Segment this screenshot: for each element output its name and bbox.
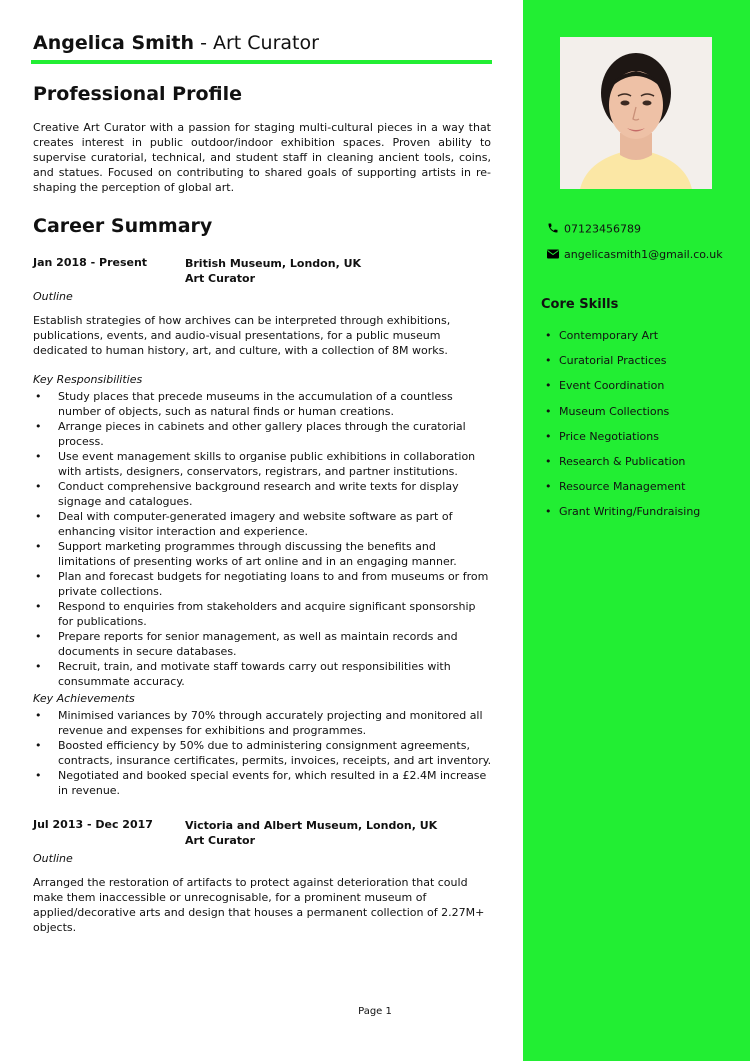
job-outline: Arranged the restoration of artifacts to protect against deterioration that could make them inaccessible or unrecognisable, for a prominent museum of applied/decorative arts and design that houses a permanent collection of 2.27M+ objects. bbox=[33, 876, 485, 934]
employer-name: Victoria and Albert Museum, London, UK bbox=[185, 819, 438, 832]
core-skills-list bbox=[541, 327, 700, 529]
job-employer bbox=[185, 256, 361, 286]
achievements-list bbox=[33, 708, 493, 798]
skill-item: • Research & Publication bbox=[541, 453, 700, 478]
skill-item: • Resource Management bbox=[541, 478, 700, 503]
phone-contact bbox=[547, 222, 641, 237]
profile-heading: Professional Profile bbox=[33, 83, 242, 105]
list-item: • Boosted efficiency by 50% due to administering consignment agreements, contracts, insurance certificates, permits, invoices, receipts, and art inventory. bbox=[33, 738, 493, 768]
outline-label: Outline bbox=[33, 290, 73, 303]
envelope-icon bbox=[547, 249, 561, 262]
person-name: Angelica Smith bbox=[33, 32, 195, 54]
employer-name: British Museum, London, UK bbox=[185, 257, 362, 270]
list-item: • Use event management skills to organise public exhibitions in collaboration with artists, designers, conservators, registrars, and partner institutions. bbox=[33, 449, 493, 479]
portrait-illustration bbox=[560, 37, 712, 189]
list-item: • Recruit, train, and motivate staff towards carry out responsibilities with consummate accuracy. bbox=[33, 659, 493, 689]
list-item: • Plan and forecast budgets for negotiating loans to and from museums or from private collections. bbox=[33, 569, 493, 599]
achievements-label: Key Achievements bbox=[33, 692, 135, 705]
skill-item: • Event Coordination bbox=[541, 377, 700, 402]
skill-item: • Price Negotiations bbox=[541, 428, 700, 453]
skill-item: • Grant Writing/Fundraising bbox=[541, 503, 700, 528]
skill-item: • Contemporary Art bbox=[541, 327, 700, 352]
list-item: • Respond to enquiries from stakeholders and acquire significant sponsorship for publications. bbox=[33, 599, 493, 629]
email-address: angelicasmith1@gmail.co.uk bbox=[564, 248, 723, 261]
responsibilities-list bbox=[33, 389, 493, 689]
responsibilities-label: Key Responsibilities bbox=[33, 373, 143, 386]
job-title: - Art Curator bbox=[200, 32, 319, 54]
portrait-photo bbox=[560, 37, 712, 189]
list-item: • Arrange pieces in cabinets and other gallery places through the curatorial process. bbox=[33, 419, 493, 449]
core-skills-heading: Core Skills bbox=[541, 297, 619, 312]
list-item: • Study places that precede museums in the accumulation of a countless number of objects, such as natural finds or human creations. bbox=[33, 389, 493, 419]
job-dates: Jan 2018 - Present bbox=[33, 256, 148, 269]
list-item: • Conduct comprehensive background research and write texts for display signage and catalogues. bbox=[33, 479, 493, 509]
page-number: Page 1 bbox=[358, 1006, 392, 1017]
email-contact bbox=[547, 248, 723, 262]
list-item: • Deal with computer-generated imagery and website software as part of enhancing visitor interaction and experience. bbox=[33, 509, 493, 539]
list-item: • Minimised variances by 70% through accurately projecting and monitored all revenue and expenses for exhibitions and programmes. bbox=[33, 708, 493, 738]
list-item: • Support marketing programmes through discussing the benefits and limitations of presenting works of art online and in an engaging manner. bbox=[33, 539, 493, 569]
job-dates: Jul 2013 - Dec 2017 bbox=[33, 818, 153, 831]
profile-text: Creative Art Curator with a passion for staging multi-cultural pieces in a way that creates interest in public outdoor/indoor exhibition spaces. Proven ability to supervise curatorial, technical, and student staff in cleaning ancient tools, coins, and statues. Focused on contributing to shared goals of supporting artists in re-shaping the perception of global art. bbox=[33, 121, 491, 194]
outline-label: Outline bbox=[33, 852, 73, 865]
job-role: Art Curator bbox=[185, 272, 256, 285]
career-heading: Career Summary bbox=[33, 215, 213, 237]
header-divider bbox=[31, 60, 492, 64]
job-employer bbox=[185, 818, 437, 848]
skill-item: • Museum Collections bbox=[541, 403, 700, 428]
skill-item: • Curatorial Practices bbox=[541, 352, 700, 377]
phone-number: 07123456789 bbox=[564, 222, 641, 236]
phone-icon bbox=[547, 222, 561, 237]
job-outline: Establish strategies of how archives can be interpreted through exhibitions, publications, events, and audio-visual presentations, for a public museum dedicated to human history, art, and culture, with a collection of 8M works. bbox=[33, 314, 451, 357]
list-item: • Negotiated and booked special events for, which resulted in a £2.4M increase in revenue. bbox=[33, 768, 493, 798]
job-role: Art Curator bbox=[185, 834, 256, 847]
list-item: • Prepare reports for senior management, as well as maintain records and documents in secure databases. bbox=[33, 629, 493, 659]
name-title-line bbox=[33, 32, 319, 54]
